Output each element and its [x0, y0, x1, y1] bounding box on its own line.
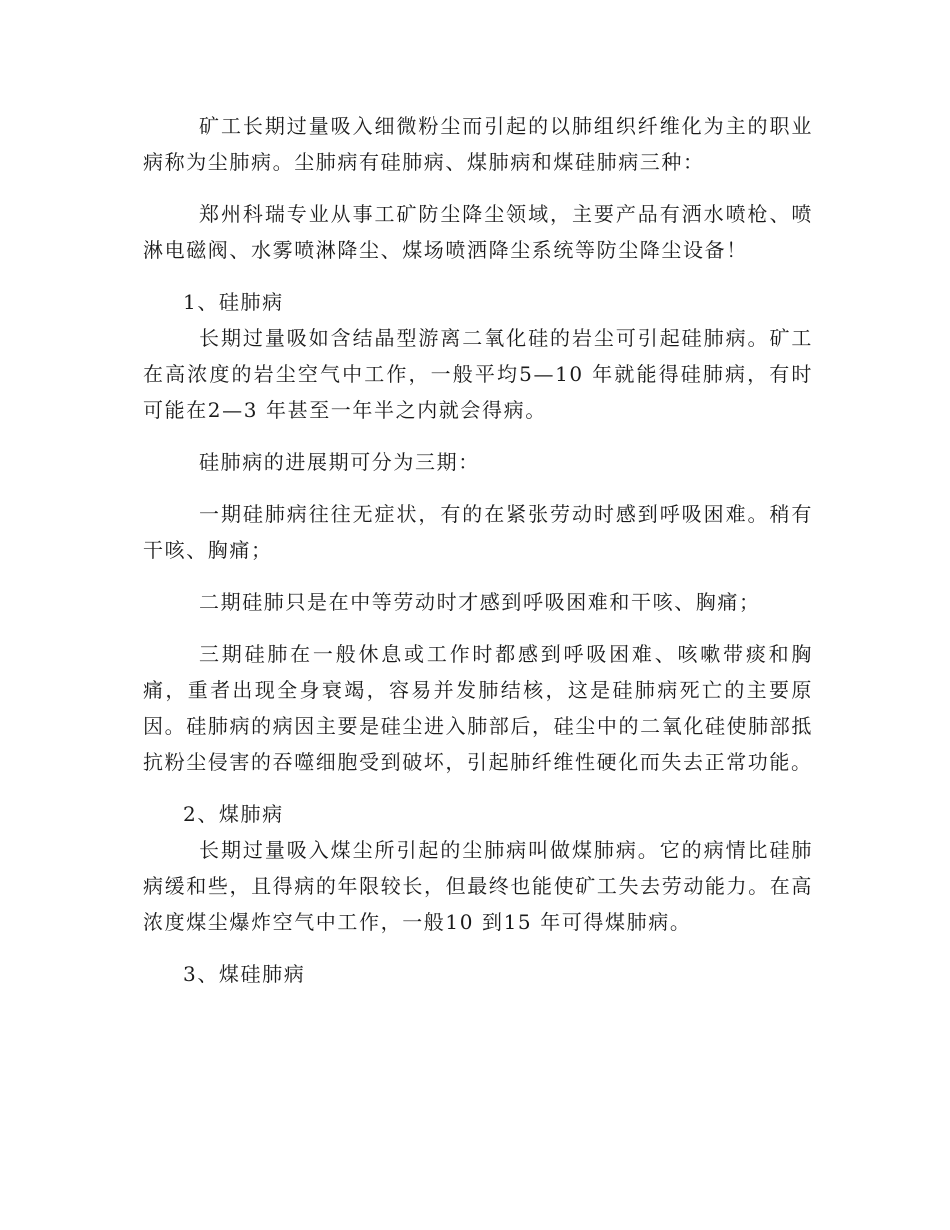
company-paragraph: 郑州科瑞专业从事工矿防尘降尘领域，主要产品有洒水喷枪、喷淋电磁阀、水雾喷淋降尘、煤场喷洒降尘系统等防尘降尘设备！ — [143, 202, 813, 262]
stage-one-paragraph: 一期硅肺病往往无症状，有的在紧张劳动时感到呼吸困难。稍有干咳、胸痛； — [143, 502, 813, 562]
document-body — [143, 108, 813, 992]
intro-paragraph: 矿工长期过量吸入细微粉尘而引起的以肺组织纤维化为主的职业病称为尘肺病。尘肺病有硅肺病、煤肺病和煤硅肺病三种： — [143, 114, 813, 174]
section-heading-coal-lung: 2、煤肺病 — [183, 802, 284, 826]
coal-lung-paragraph: 长期过量吸入煤尘所引起的尘肺病叫做煤肺病。它的病情比硅肺病缓和些，且得病的年限较长，但最终也能使矿工失去劳动能力。在高浓度煤尘爆炸空气中工作，一般10 到15 年可得煤肺病。 — [143, 838, 813, 934]
section-heading-coal-silicosis: 3、煤硅肺病 — [183, 962, 306, 986]
silicosis-stages-paragraph: 硅肺病的进展期可分为三期： — [199, 450, 480, 474]
section-heading-silicosis: 1、硅肺病 — [183, 290, 284, 314]
stage-three-paragraph: 三期硅肺在一般休息或工作时都感到呼吸困难、咳嗽带痰和胸痛，重者出现全身衰竭，容易并发肺结核，这是硅肺病死亡的主要原因。硅肺病的病因主要是硅尘进入肺部后，硅尘中的二氧化硅使肺部抵抗粉尘侵害的吞噬细胞受到破坏，引起肺纤维性硬化而失去正常功能。 — [143, 642, 813, 774]
silicosis-cause-paragraph: 长期过量吸如含结晶型游离二氧化硅的岩尘可引起硅肺病。矿工在高浓度的岩尘空气中工作，一般平均5—10 年就能得硅肺病，有时可能在2—3 年甚至一年半之内就会得病。 — [143, 326, 813, 422]
stage-two-paragraph: 二期硅肺只是在中等劳动时才感到呼吸困难和干咳、胸痛； — [199, 590, 761, 614]
